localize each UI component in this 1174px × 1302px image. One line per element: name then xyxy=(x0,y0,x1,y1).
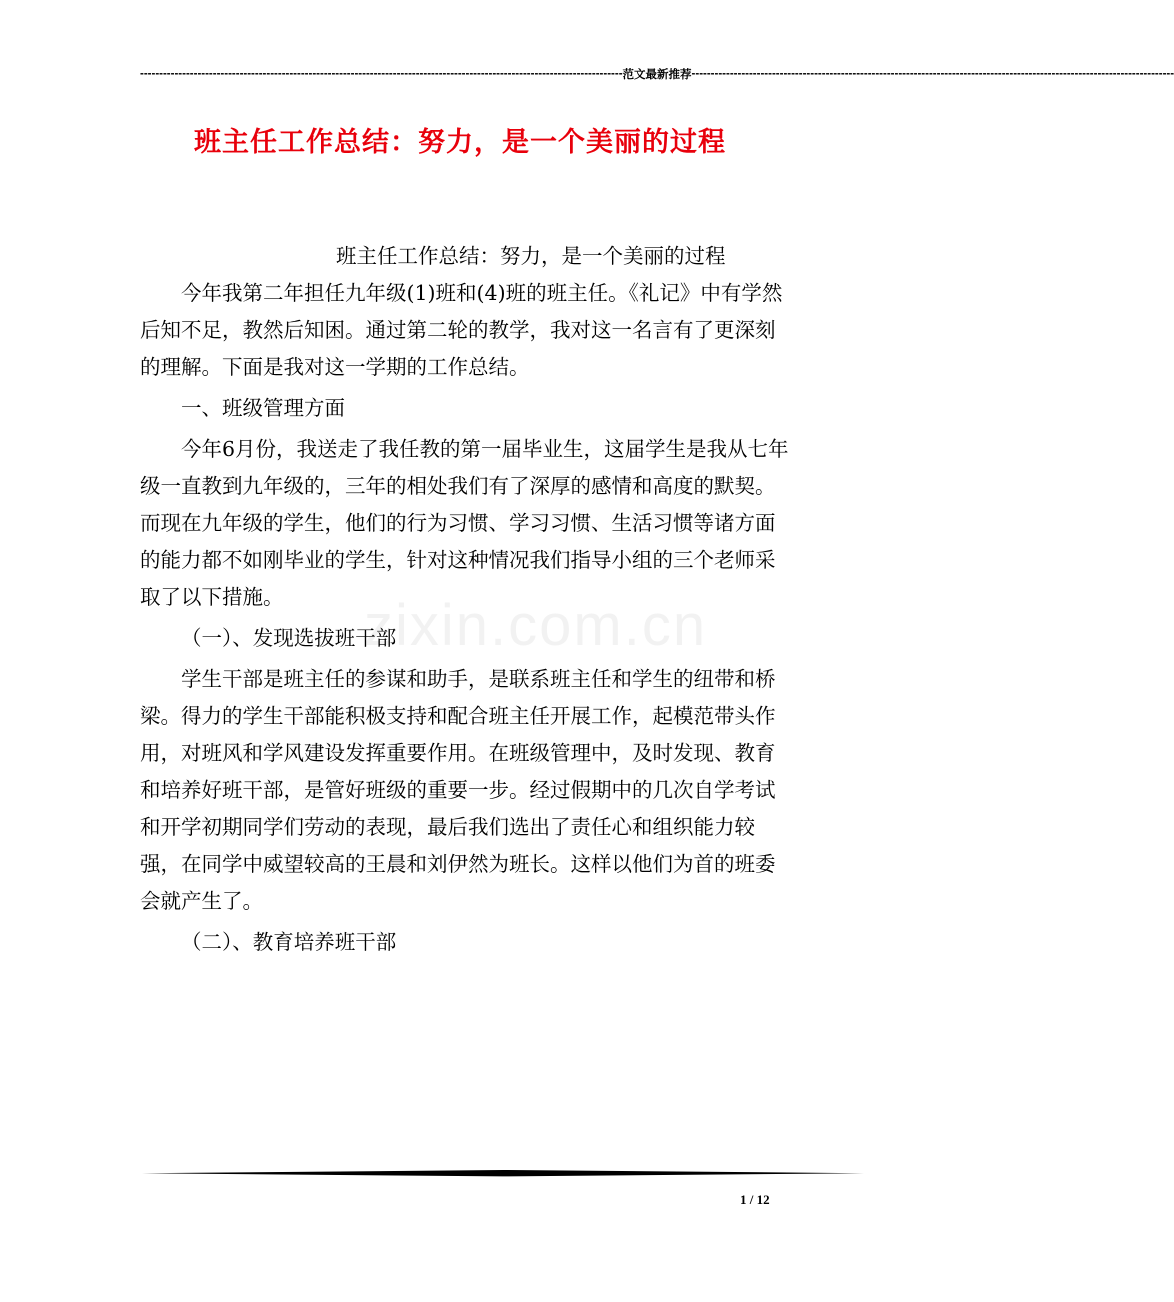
paragraph-class-management: 今年6月份，我送走了我任教的第一届毕业生，这届学生是我从七年级一直教到九年级的，三年的相处我们有了深厚的感情和高度的默契。而现在九年级的学生，他们的行为习惯、学习习惯、生活习惯等诸方面的能力都不如刚毕业的学生，针对这种情况我们指导小组的三个老师采取了以下措施。 xyxy=(140,437,789,609)
document-body xyxy=(140,238,792,961)
document-subtitle: 班主任工作总结：努力，是一个美丽的过程 xyxy=(336,244,726,268)
paragraph-class-cadres: 学生干部是班主任的参谋和助手，是联系班主任和学生的纽带和桥梁。得力的学生干部能积极支持和配合班主任开展工作，起模范带头作用，对班风和学风建设发挥重要作用。在班级管理中，及时发现、教育和培养好班干部，是管好班级的重要一步。经过假期中的几次自学考试和开学初期同学们劳动的表现，最后我们选出了责任心和组织能力较强，在同学中威望较高的王晨和刘伊然为班长。这样以他们为首的班委会就产生了。 xyxy=(140,667,776,913)
page-header xyxy=(140,66,1174,82)
header-dashes-right: ------------------------------------------------------------------------------------------------------------------------------ xyxy=(691,68,1174,80)
header-dashes-left: ------------------------------------------------------------------------------------------------------------------------------ xyxy=(140,68,623,80)
subsection-heading-2: （二）、教育培养班干部 xyxy=(181,930,397,954)
paragraph-intro: 今年我第二年担任九年级(1)班和(4)班的班主任。《礼记》中有学然后知不足，教然后知困。通过第二轮的教学，我对这一名言有了更深刻的理解。下面是我对这一学期的工作总结。 xyxy=(140,281,783,379)
page-number: 1 / 12 xyxy=(740,1192,770,1207)
header-label: 范文最新推荐 xyxy=(622,69,692,81)
subsection-heading-1: （一）、发现选拔班干部 xyxy=(181,626,397,650)
watermark: zixin.com.cn xyxy=(364,593,708,658)
section-heading-1: 一、班级管理方面 xyxy=(181,396,345,420)
footer-rule xyxy=(142,1170,864,1178)
document-title: 班主任工作总结：努力，是一个美丽的过程 xyxy=(194,127,726,158)
